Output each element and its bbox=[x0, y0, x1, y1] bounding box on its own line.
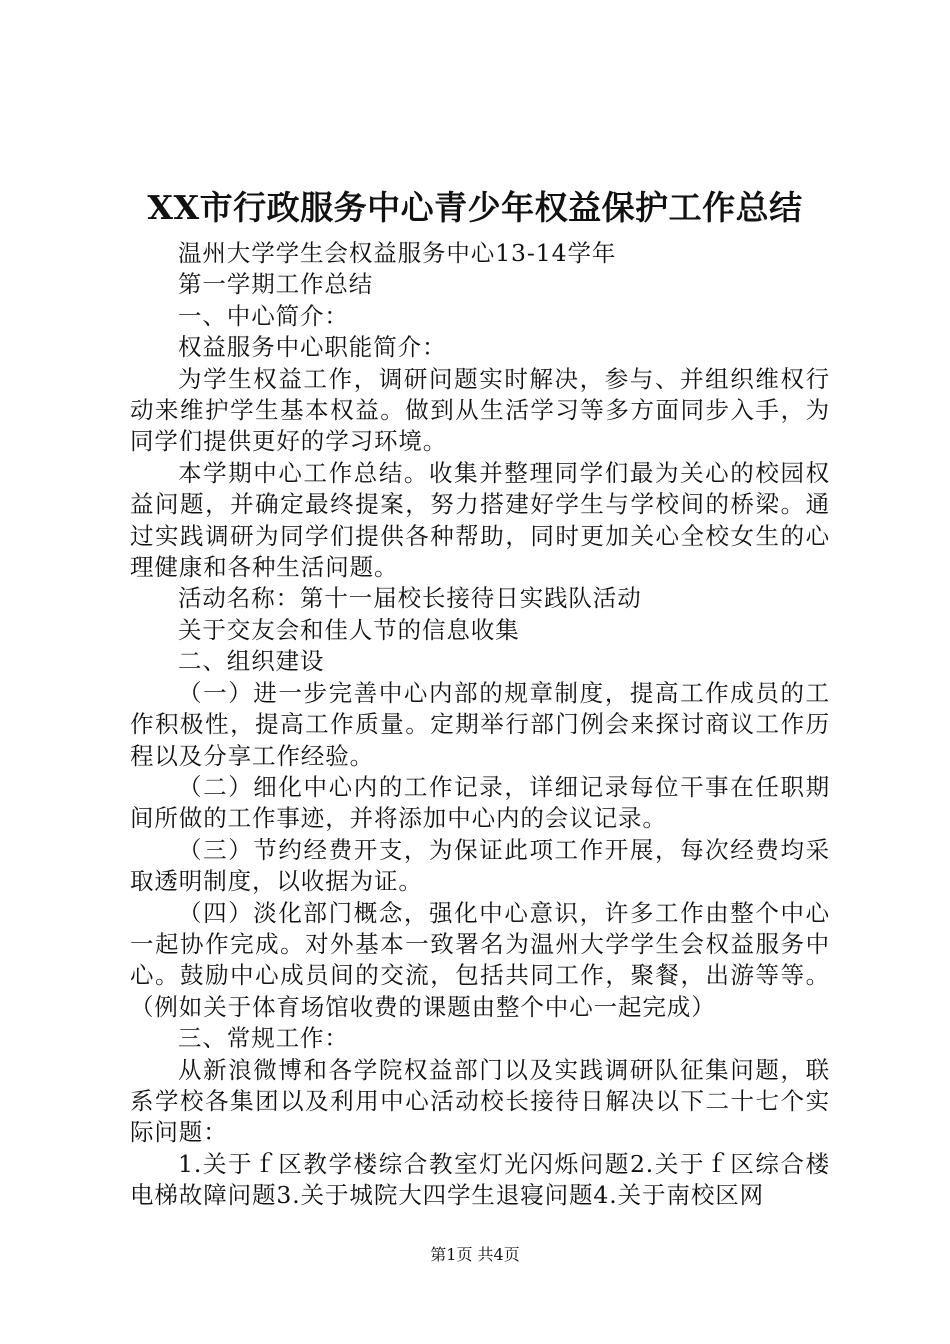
paragraph: 1.关于ｆ区教学楼综合教室灯光闪烁问题2.关于ｆ区综合楼电梯故障问题3.关于城院大四学生退寝问题4.关于南校区网 bbox=[130, 1149, 830, 1210]
paragraph: （二）细化中心内的工作记录，详细记录每位干事在任职期间所做的工作事迹，并将添加中心内的会议记录。 bbox=[130, 772, 830, 833]
paragraph: 权益服务中心职能简介： bbox=[178, 333, 447, 362]
paragraph: 第一学期工作总结 bbox=[178, 270, 374, 299]
document-title: XX市行政服务中心青少年权益保护工作总结 bbox=[147, 188, 803, 227]
paragraph: 为学生权益工作，调研问题实时解决，参与、并组织维权行动来维护学生基本权益。做到从生活学习等多方面同步入手，为同学们提供更好的学习环境。 bbox=[130, 364, 830, 456]
paragraph: 关于交友会和佳人节的信息收集 bbox=[178, 615, 520, 644]
paragraph: 从新浪微博和各学院权益部门以及实践调研队征集问题，联系学校各集团以及利用中心活动校长接待日解决以下二十七个实际问题： bbox=[130, 1055, 830, 1147]
paragraph: （四）淡化部门概念，强化中心意识，许多工作由整个中心一起协作完成。对外基本一致署名为温州大学学生会权益服务中心。鼓励中心成员间的交流，包括共同工作，聚餐，出游等等。（例如关于体育场馆收费的课题由整个中心一起完成） bbox=[130, 898, 830, 1021]
section-heading: 二、组织建设 bbox=[178, 647, 325, 676]
paragraph: 活动名称：第十一届校长接待日实践队活动 bbox=[178, 584, 642, 613]
paragraph: （三）节约经费开支，为保证此项工作开展，每次经费均采取透明制度，以收据为证。 bbox=[130, 835, 830, 896]
paragraph: 本学期中心工作总结。收集并整理同学们最为关心的校园权益问题，并确定最终提案，努力搭建好学生与学校间的桥梁。通过实践调研为同学们提供各种帮助，同时更加关心全校女生的心理健康和各种生活问题。 bbox=[130, 458, 830, 582]
paragraph: 温州大学学生会权益服务中心13-14学年 bbox=[178, 239, 617, 267]
document-body bbox=[130, 238, 830, 1212]
section-heading: 一、中心简介： bbox=[178, 301, 349, 330]
paragraph: （一）进一步完善中心内部的规章制度，提高工作成员的工作积极性，提高工作质量。定期举行部门例会来探讨商议工作历程以及分享工作经验。 bbox=[130, 678, 830, 770]
page-number-footer: 第1页 共4页 bbox=[430, 1245, 520, 1264]
section-heading: 三、常规工作： bbox=[178, 1024, 349, 1053]
